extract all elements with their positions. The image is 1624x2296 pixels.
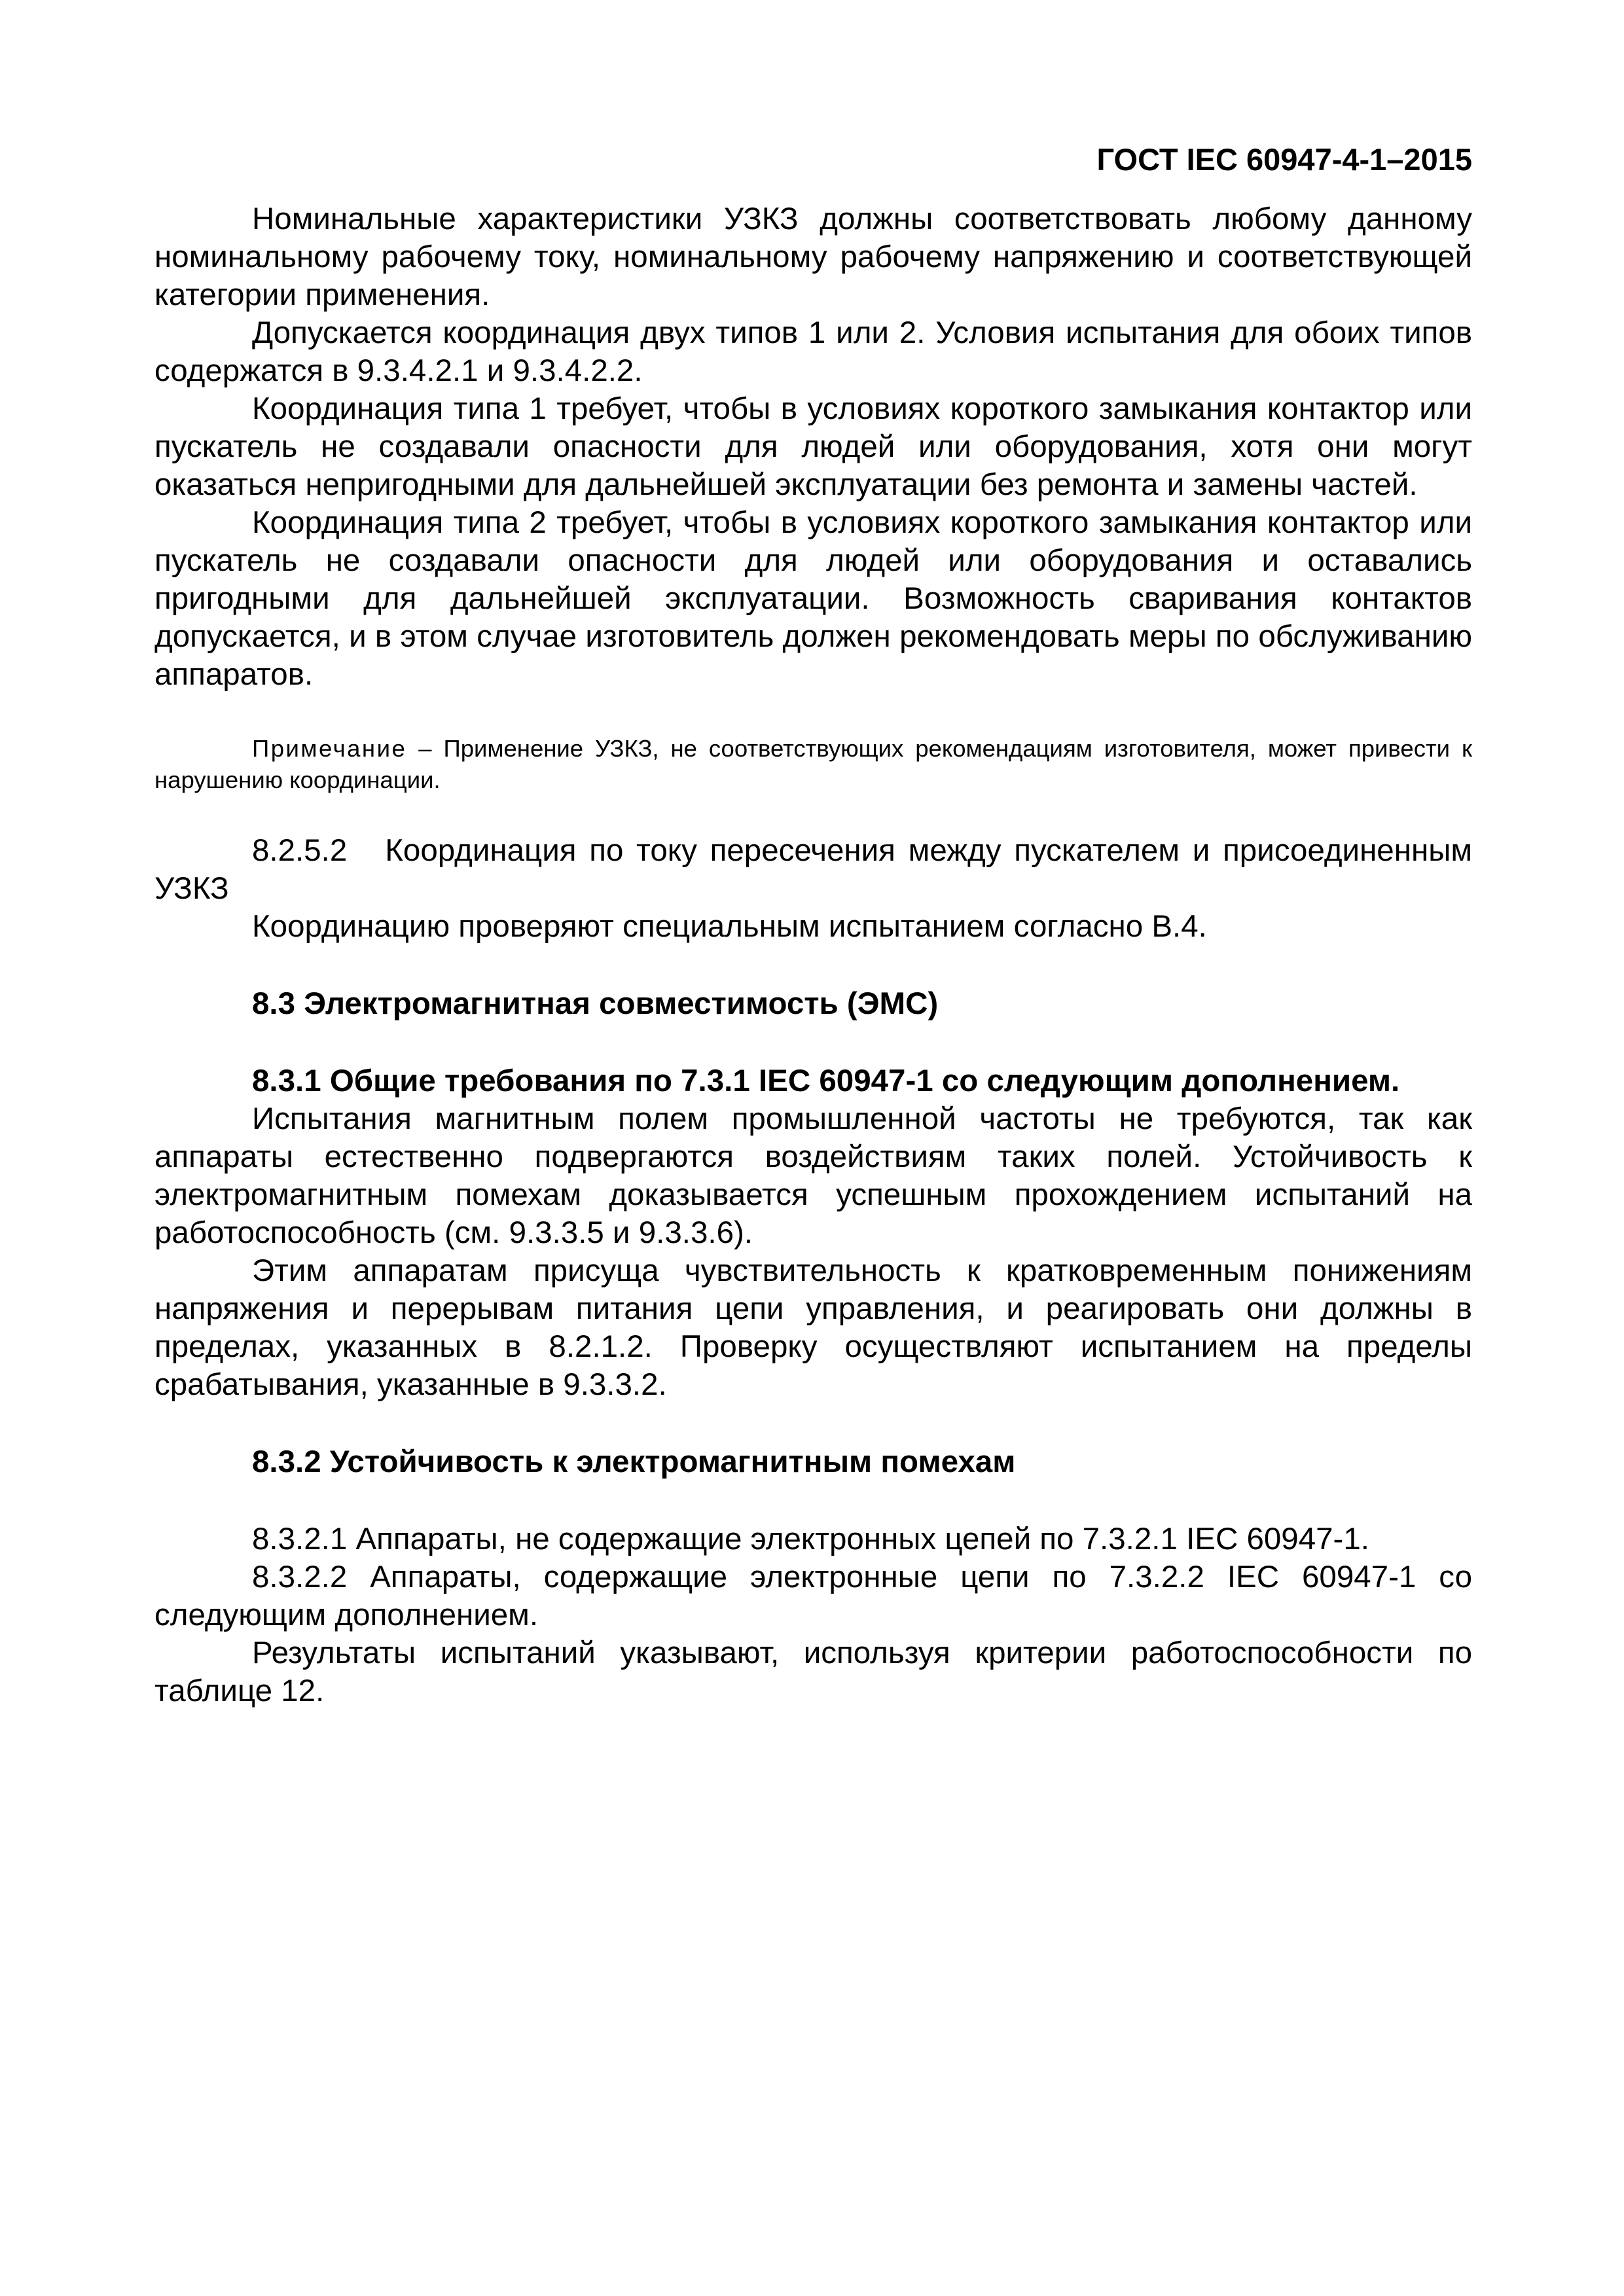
section-8-3-1-paragraph-2: Этим аппаратам присуща чувствительность к кратковременным понижениям напряжения и перерывам питания цепи управления, и реагировать они должны в пределах, указанных в 8.2.1.2. Проверку осуществляют испытанием на пределы срабатывания, указанные в 9.3.3.2.: [154, 1253, 1472, 1402]
section-8-3-2-results: Результаты испытаний указывают, используя критерии работоспособности по таблице 12.: [154, 1636, 1472, 1708]
note-text: – Применение УЗКЗ, не соответствующих рекомендациям изготовителя, может привести к нарушению координации.: [154, 735, 1472, 793]
section-8-3-1-paragraph-1: Испытания магнитным полем промышленной частоты не требуются, так как аппараты естественно подвергаются воздействиям таких полей. Устойчивость к электромагнитным помехам доказывается успешным прохождением испытаний на работоспособность (см. 9.3.3.5 и 9.3.3.6).: [154, 1102, 1472, 1250]
paragraph-ratings: Номинальные характеристики УЗКЗ должны соответствовать любому данному номинальному рабочему току, номинальному рабочему напряжению и соответствующей категории применения.: [154, 202, 1472, 312]
paragraph-coordination-types: Допускается координация двух типов 1 или 2. Условия испытания для обоих типов содержатся в 9.3.4.2.1 и 9.3.4.2.2.: [154, 315, 1472, 388]
note-label: Примечание: [252, 735, 407, 762]
document-body: [154, 200, 1472, 1710]
section-8-3-2-1: 8.3.2.1 Аппараты, не содержащие электронных цепей по 7.3.2.1 IEC 60947-1.: [252, 1522, 1369, 1556]
section-8-3-2-heading: 8.3.2 Устойчивость к электромагнитным помехам: [252, 1444, 1016, 1479]
note: [154, 733, 1472, 796]
clause-number: 8.2.5.2: [252, 833, 348, 868]
paragraph-type-2: Координация типа 2 требует, чтобы в условиях короткого замыкания контактор или пускатель не создавали опасности для людей или оборудования и оставались пригодными для дальнейшей эксплуатации. Возможность сваривания контактов допускается, и в этом случае изготовитель должен рекомендовать меры по обслуживанию аппаратов.: [154, 505, 1472, 692]
paragraph-type-1: Координация типа 1 требует, чтобы в условиях короткого замыкания контактор или пускатель не создавали опасности для людей или оборудования, хотя они могут оказаться непригодными для дальнейшей эксплуатации без ремонта и замены частей.: [154, 391, 1472, 502]
clause-8-2-5-2-text: Координацию проверяют специальным испытанием согласно В.4.: [252, 909, 1207, 944]
section-8-3-2-2: 8.3.2.2 Аппараты, содержащие электронные цепи по 7.3.2.2 IEC 60947-1 со следующим дополнением.: [154, 1560, 1472, 1632]
clause-8-2-5-2-heading: [154, 832, 1472, 908]
section-8-3-heading: 8.3 Электромагнитная совместимость (ЭМС): [252, 986, 939, 1021]
clause-title: Координация по току пересечения между пускателем и присоединенным УЗКЗ: [154, 833, 1472, 906]
section-8-3-1-heading: 8.3.1 Общие требования по 7.3.1 IEC 60947-1 со следующим дополнением.: [252, 1064, 1400, 1098]
document-id-header: ГОСТ IEC 60947-4-1–2015: [1096, 142, 1472, 177]
